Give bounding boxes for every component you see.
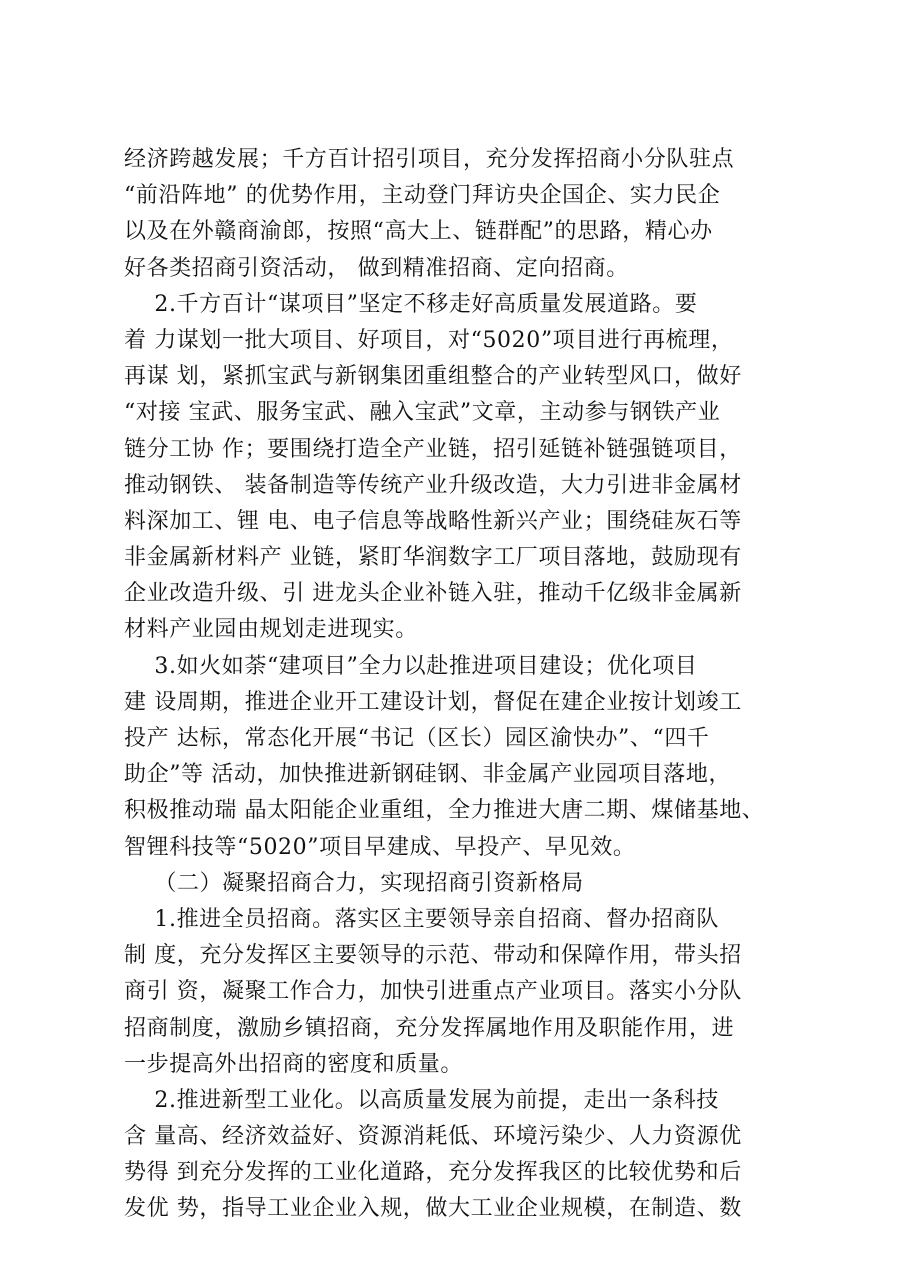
text-line: 推动钢铁、 装备制造等传统产业升级改造，大力引进非金属材 <box>124 472 742 498</box>
text-line: 链分工协 作；要围绕打造全产业链，招引延链补链强链项目， <box>124 436 742 462</box>
text-line: 发优 势，指导工业企业入规，做大工业企业规模，在制造、数 <box>124 1196 742 1222</box>
text-line: “前沿阵地” 的优势作用，主动登门拜访央企国企、实力民企 <box>124 183 721 209</box>
text-line: 2.千方百计“谋项目”坚定不移走好高质量发展道路。要 <box>124 291 698 317</box>
text-line: 制 度，充分发挥区主要领导的示范、带动和保障作用，带头招 <box>124 943 742 969</box>
text-line: 一步提高外出招商的密度和质量。 <box>124 1051 464 1077</box>
text-line: 招商制度，激励乡镇招商，充分发挥属地作用及职能作用，进 <box>124 1015 735 1041</box>
body-text <box>124 142 804 1228</box>
text-line: 建 设周期，推进企业开工建设计划，督促在建企业按计划竣工 <box>124 689 742 715</box>
text-line: 好各类招商引资活动， 做到精准招商、定向招商。 <box>124 255 629 281</box>
text-line: 以及在外赣商渝郎，按照“高大上、链群配”的思路，精心办 <box>124 219 713 245</box>
text-line: 助企”等 活动，加快推进新钢硅钢、非金属产业园项目落地， <box>124 762 732 788</box>
text-line: 3.如火如荼“建项目”全力以赴推进项目建设；优化项目 <box>124 653 698 679</box>
text-line: 含 量高、经济效益好、资源消耗低、环境污染少、人力资源优 <box>124 1124 742 1150</box>
text-line: 料深加工、锂 电、电子信息等战略性新兴产业；围绕硅灰石等 <box>124 508 742 534</box>
text-line: 再谋 划，紧抓宝武与新钢集团重组整合的产业转型风口，做好 <box>124 364 742 390</box>
text-line: “对接 宝武、服务宝武、融入宝武”文章，主动参与钢铁产业 <box>124 400 721 426</box>
text-line: 非金属新材料产 业链，紧盯华润数字工厂项目落地，鼓励现有 <box>124 545 742 571</box>
text-line: 材料产业园由规划走进现实。 <box>124 617 418 643</box>
text-line: 2.推进新型工业化。以高质量发展为前提，走出一条科技 <box>124 1087 719 1113</box>
text-line: 积极推动瑞 晶太阳能企业重组，全力推进大唐二期、煤储基地、 <box>124 798 765 824</box>
section-heading: （二）凝聚招商合力，实现招商引资新格局 <box>124 870 584 896</box>
text-line: 商引 资，凝聚工作合力，加快引进重点产业项目。落实小分队 <box>124 979 742 1005</box>
text-line: 智锂科技等“5020”项目早建成、早投产、早见效。 <box>124 834 636 860</box>
text-line: 1.推进全员招商。落实区主要领导亲自招商、督办招商队 <box>124 906 719 932</box>
text-line: 经济跨越发展；千方百计招引项目，充分发挥招商小分队驻点 <box>124 147 735 172</box>
text-line: 势得 到充分发挥的工业化道路，充分发挥我区的比较优势和后 <box>124 1160 742 1186</box>
text-line: 着 力谋划一批大项目、好项目，对“5020”项目进行再梳理， <box>124 327 734 353</box>
text-line: 企业改造升级、引 进龙头企业补链入驻，推动千亿级非金属新 <box>124 581 742 607</box>
text-line: 投产 达标，常态化开展“书记（区长）园区渝快办”、“四千 <box>124 726 710 751</box>
